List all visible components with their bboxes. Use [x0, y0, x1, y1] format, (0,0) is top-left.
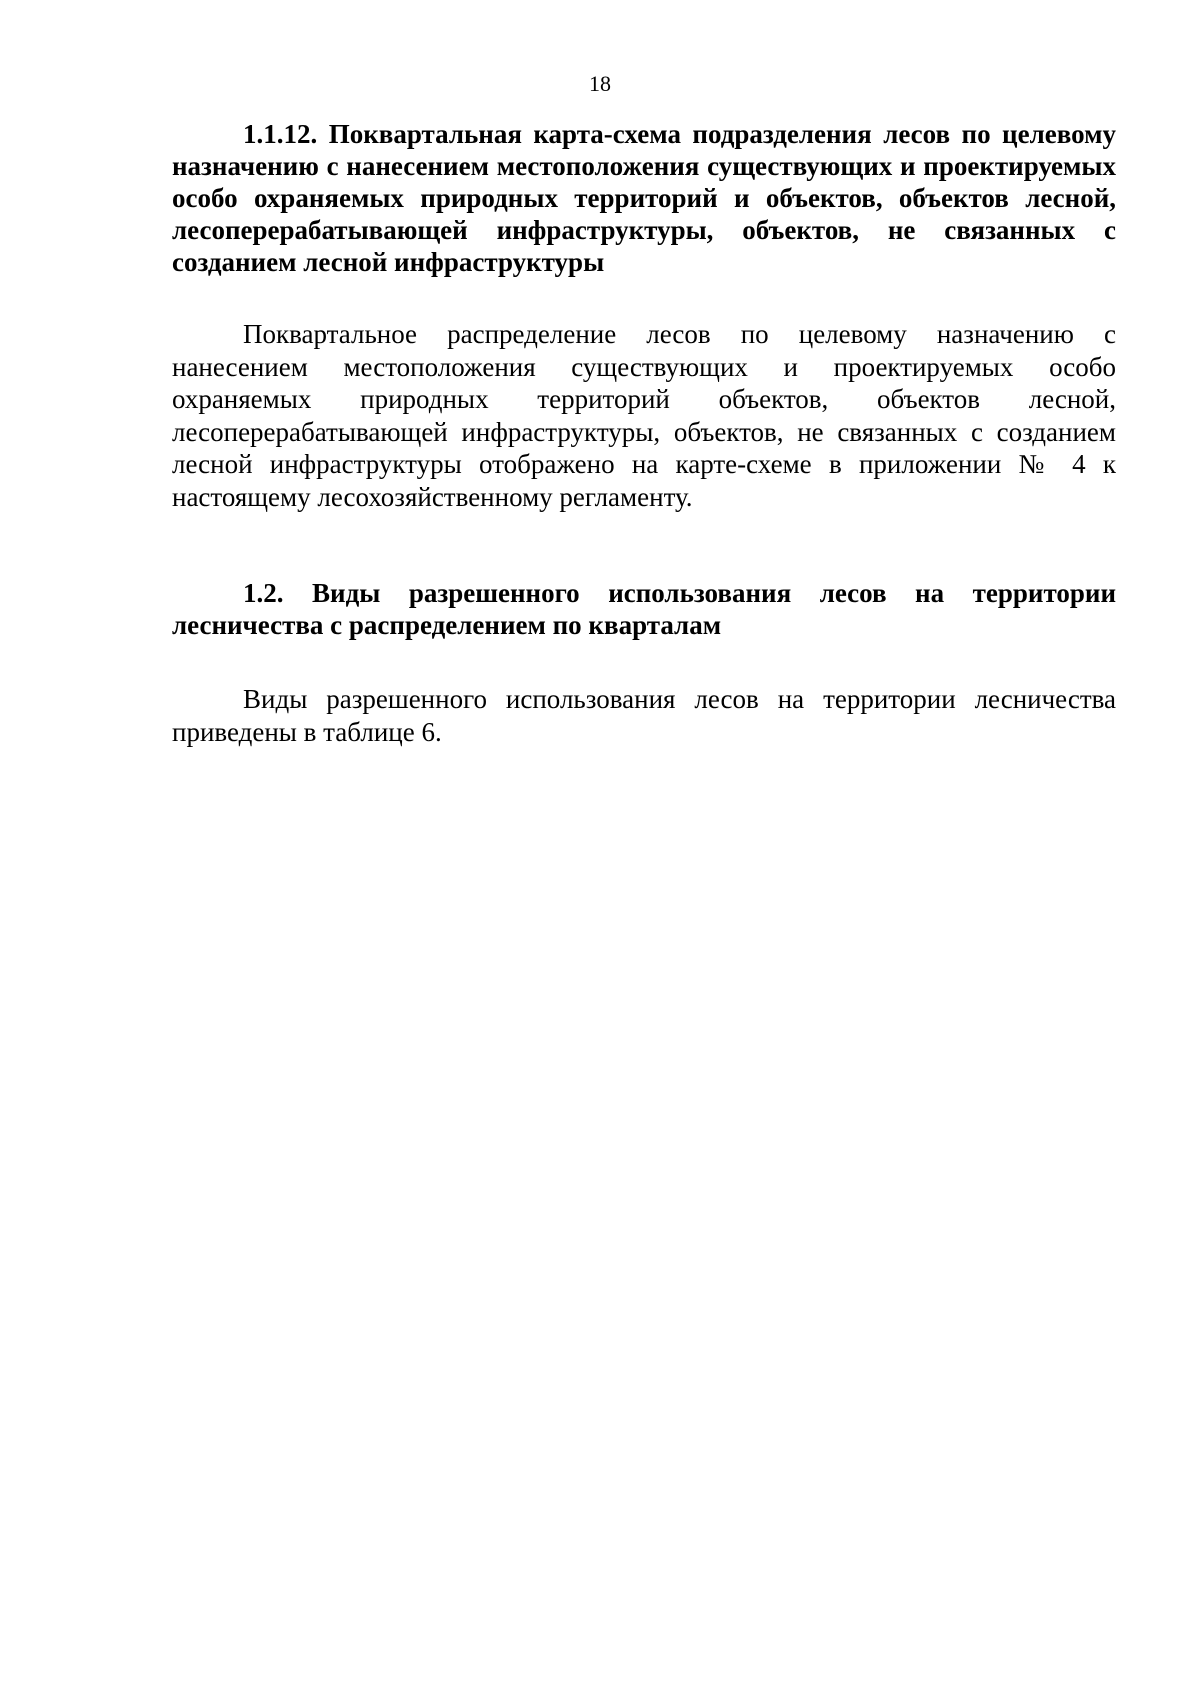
page-number: 18	[589, 71, 611, 96]
section-paragraph-1-2: Виды разрешенного использования лесов на территории лесничества приведены в таблице 6.	[172, 684, 1116, 747]
section-heading-1-1-12: 1.1.12. Поквартальная карта-схема подразделения лесов по целевому назначению с нанесением местоположения существующих и проектируемых особо охраняемых природных территорий и объектов, объектов лесной, лесоперерабатывающей инфраструктуры, объектов, не связанных с созданием лесной инфраструктуры	[172, 119, 1116, 277]
document-body	[172, 118, 1116, 748]
section-paragraph-1-1-12: Поквартальное распределение лесов по целевому назначению с нанесением местоположения существующих и проектируемых особо охраняемых природных территорий объектов, объектов лесной, лесоперерабатывающей инфраструктуры, объектов, не связанных с созданием лесной инфраструктуры отображено на карте-схеме в приложении № 4 к настоящему лесохозяйственному регламенту.	[172, 319, 1116, 512]
section-heading-1-2: 1.2. Виды разрешенного использования лесов на территории лесничества с распределением по кварталам	[172, 578, 1116, 640]
